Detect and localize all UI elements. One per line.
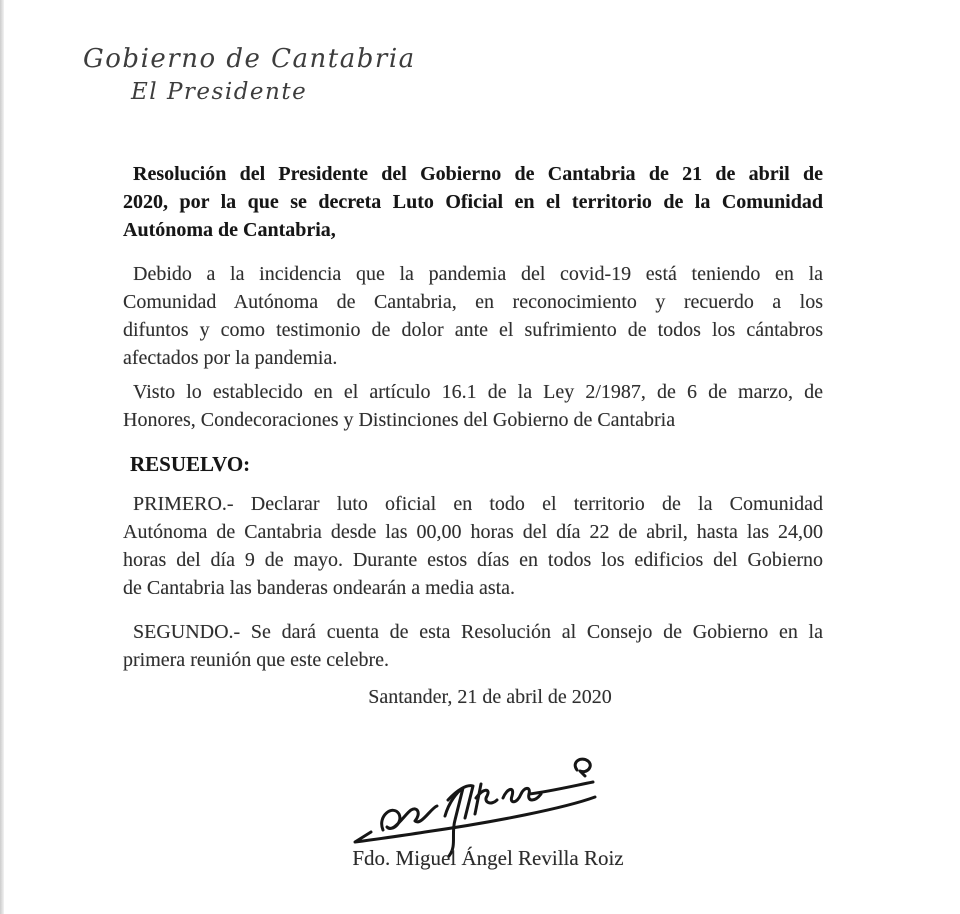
place-and-date-line: Santander, 21 de abril de 2020 xyxy=(368,686,612,708)
text-line: PRIMERO.- Declarar luto oficial en todo el territorio de la Comunidad xyxy=(133,493,823,515)
text-line: Honores, Condecoraciones y Distinciones del Gobierno de Cantabria xyxy=(123,409,676,431)
text-line: afectados por la pandemia. xyxy=(123,347,338,369)
text-line: Autónoma de Cantabria desde las 00,00 horas del día 22 de abril, hasta las 24,00 xyxy=(123,521,823,543)
resolution-point-segundo xyxy=(123,618,823,674)
scan-edge-artifact xyxy=(0,0,4,914)
text-line: Debido a la incidencia que la pandemia del covid-19 está teniendo en la xyxy=(133,263,823,285)
preamble-paragraph-2 xyxy=(123,378,823,434)
text-line: 2020, por la que se decreta Luto Oficial en el territorio de la Comunidad xyxy=(123,191,823,213)
text-line: Resolución del Presidente del Gobierno de Cantabria de 21 de abril de xyxy=(133,163,823,185)
preamble-paragraph-1 xyxy=(123,260,823,372)
text-line: Visto lo establecido en el artículo 16.1 de la Ley 2/1987, de 6 de marzo, de xyxy=(133,381,823,403)
text-line: difuntos y como testimonio de dolor ante el sufrimiento de todos los cántabros xyxy=(123,319,823,341)
signature-caption: Fdo. Miguel Ángel Revilla Roiz xyxy=(352,846,624,870)
signature-block xyxy=(123,740,823,880)
document-body xyxy=(123,0,823,880)
letterhead-organization: Gobierno de Cantabria xyxy=(83,44,416,74)
text-line: Comunidad Autónoma de Cantabria, en reconocimiento y recuerdo a los xyxy=(123,291,823,313)
resolution-point-primero xyxy=(123,490,823,602)
text-line: horas del día 9 de mayo. Durante estos días en todos los edificios del Gobierno xyxy=(123,549,823,571)
text-line: primera reunión que este celebre. xyxy=(123,649,389,671)
resolution-title xyxy=(123,160,823,244)
resuelvo-heading: RESUELVO: xyxy=(130,452,251,476)
text-line: SEGUNDO.- Se dará cuenta de esta Resolución al Consejo de Gobierno en la xyxy=(133,621,823,643)
text-line: Autónoma de Cantabria, xyxy=(123,219,336,241)
letterhead-role: El Presidente xyxy=(131,79,308,105)
text-line: de Cantabria las banderas ondearán a media asta. xyxy=(123,577,516,599)
